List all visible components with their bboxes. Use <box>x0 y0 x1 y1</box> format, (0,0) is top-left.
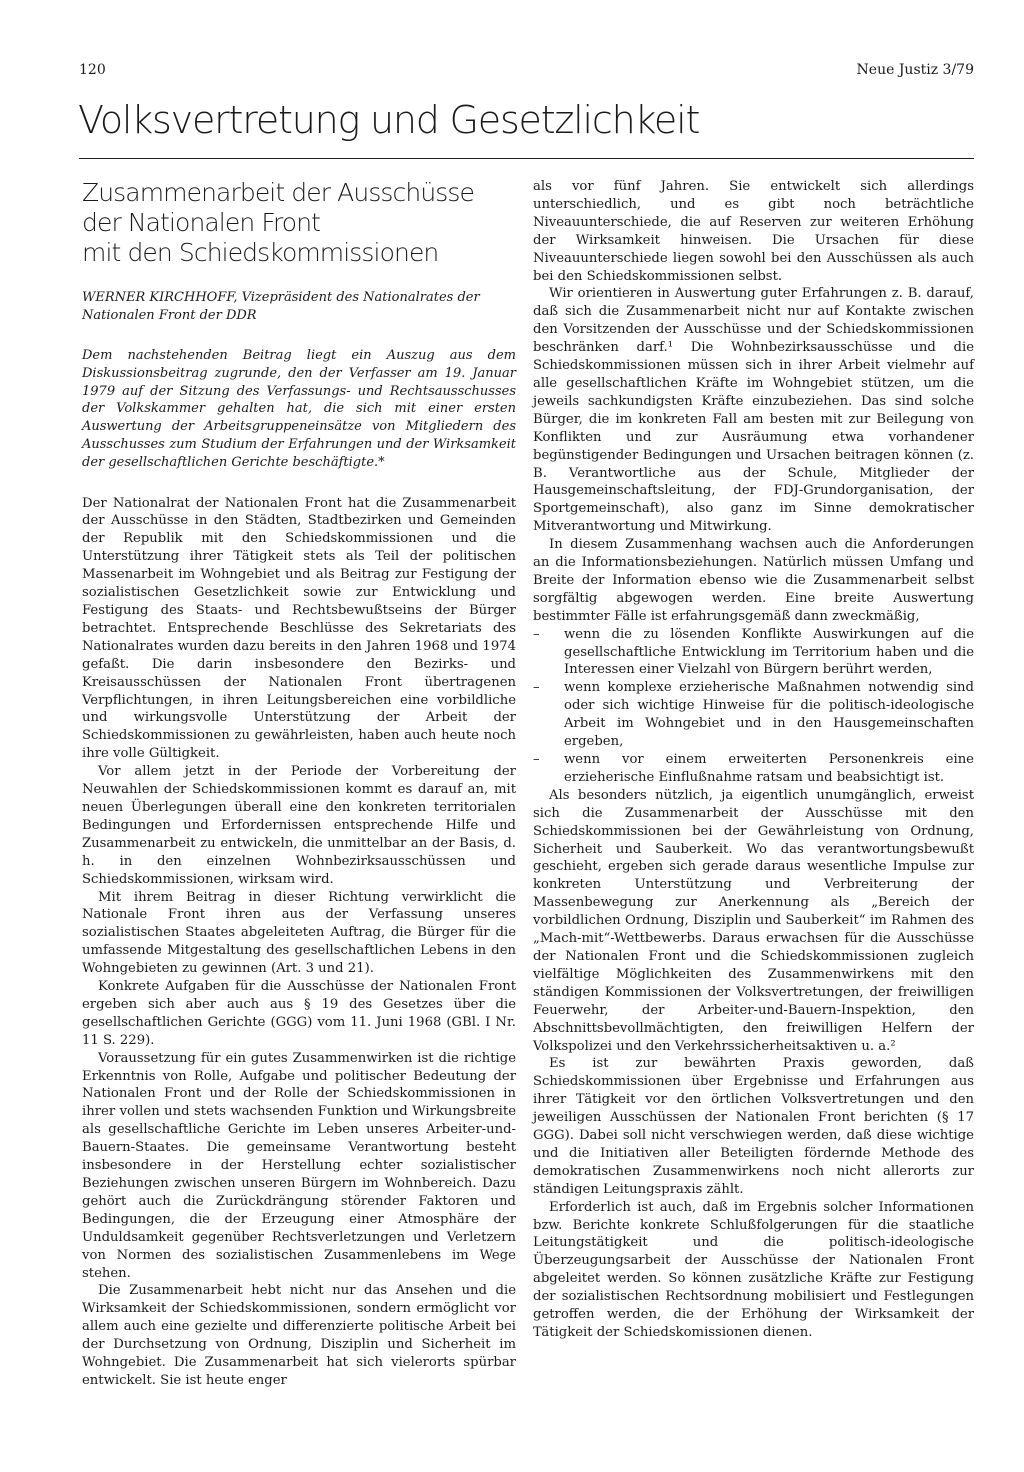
body-paragraph: Wir orientieren in Auswertung guter Erfahrungen z. B. darauf, daß sich die Zusammenarbeit nicht nur auf Kontakte zwischen den Vorsitzenden der Ausschüsse und der Schiedskommissionen beschränken darf.¹ Die Wohnbezirksausschüsse und die Schiedskommissionen müssen sich in ihrer Arbeit vielmehr auf alle gesellschaftlichen Kräfte im Wohngebiet stützen, um die jeweils sachkundigsten Kräfte einzubeziehen. Das sind solche Bürger, die im konkreten Fall am besten mit zur Beilegung von Konflikten und zur Ausräumung etwa vorhandener begünstigender Bedingungen und Ursachen beitragen können (z. B. Verantwortliche aus der Schule, Mitglieder der Hausgemeinschaftsleitung, der FDJ-Grundorganisation, der Sportgemeinschaft), also ganz im Sinne demokratischer Mitverantwortung und Mitwirkung. <box>533 286 974 535</box>
body-paragraph: Konkrete Aufgaben für die Ausschüsse der Nationalen Front ergeben sich aber auch aus § 19 des Gesetzes über die gesellschaftlichen Gerichte (GGG) vom 11. Juni 1968 (GBl. I Nr. 11 S. 229). <box>82 979 516 1048</box>
article-title <box>82 178 516 268</box>
body-paragraph: In diesem Zusammenhang wachsen auch die Anforderungen an die Informationsbeziehungen. Natürlich müssen Umfang und Breite der Information ebenso wie die Zusammenarbeit selbst sorgfältig abgewogen werden. Eine breite Auswertung bestimmter Fälle ist erfahrungsgemäß dann zweckmäßig, <box>533 537 974 624</box>
body-paragraph: Die Zusammenarbeit hebt nicht nur das Ansehen und die Wirksamkeit der Schiedskommissionen, sondern ermöglicht vor allem auch eine gezielte und differenzierte politische Arbeit bei der Durchsetzung von Ordnung, Disziplin und Sicherheit im Wohngebiet. Die Zusammenarbeit hat sich vielerorts spürbar entwickelt. Sie ist heute enger <box>82 1283 516 1388</box>
author-line: WERNER KIRCHHOFF, Vizepräsident des Nationalrates der Nationalen Front der DDR <box>82 290 480 323</box>
section-title: Volksvertretung und Gesetzlichkeit <box>78 98 700 142</box>
dash-list <box>533 626 974 787</box>
body-paragraph: als vor fünf Jahren. Sie entwickelt sich allerdings unterschiedlich, und es gibt noch beträchtliche Niveauunterschiede, die auf Reserven zur weiteren Erhöhung der Wirksamkeit hinweisen. Die Ursachen für diese Niveauunterschiede liegen sowohl bei den Ausschüssen als auch bei den Schiedskommissionen selbst. <box>533 179 974 284</box>
article-title-line: Zusammenarbeit der Ausschüsse <box>82 178 475 207</box>
intro-text: Dem nachstehenden Beitrag liegt ein Auszug aus dem Diskussionsbeitrag zugrunde, den der Verfasser am 19. Januar 1979 auf der Sitzung des Verfassungs- und Rechtsausschusses der Volkskammer gehalten hat, die sich mit einer ersten Auswertung der Arbeitsgruppeneinsätze von Mitgliedern des Ausschusses zum Studium der Erfahrungen und der Wirksamkeit der gesellschaftlichen Gerichte beschäftigte.* <box>82 348 516 470</box>
body-paragraph: Erforderlich ist auch, daß im Ergebnis solcher Informationen bzw. Berichte konkrete Schlußfolgerungen für die staatliche Leitungstätigkeit und die politisch-ideologische Überzeugungsarbeit der Ausschüsse der Nationalen Front abgeleitet werden. So können zusätzliche Kräfte zur Festigung der sozialistischen Rechtsordnung mobilisiert und Festlegungen getroffen werden, die der Erhöhung der Wirksamkeit der Tätigkeit der Schiedskomissionen dienen. <box>533 1199 974 1340</box>
body-paragraph: Es ist zur bewährten Praxis geworden, daß Schiedskommissionen über Ergebnisse und Erfahrungen aus ihrer Tätigkeit vor den örtlichen Volksvertretungen und den jeweiligen Ausschüssen der Nationalen Front berichten (§ 17 GGG). Dabei soll nicht verschwiegen werden, daß diese wichtige und die Initiativen aller Beteiligten fördernde Methode des demokratischen Zusammenwirkens noch nicht allerorts zur ständigen Leitungspraxis zählt. <box>533 1056 974 1197</box>
body-paragraph: Der Nationalrat der Nationalen Front hat die Zusammenarbeit der Ausschüsse in den Städten, Stadtbezirken und Gemeinden der Republik mit den Schiedskommissionen und die Unterstützung ihrer Tätigkeit stets als Teil der politischen Massenarbeit im Wohngebiet und als Beitrag zur Festigung der sozialistischen Gesetzlichkeit sowie zur Entwicklung und Festigung des Staats- und Rechtsbewußtseins der Bürger betrachtet. Entsprechende Beschlüsse des Sekretariats des Nationalrates wurden dazu bereits in den Jahren 1968 und 1974 gefaßt. Die darin insbesondere den Bezirks- und Kreisausschüssen der Nationalen Front übertragenen Verpflichtungen, in ihren Leitungsbereichen eine vorbildliche und wirkungsvolle Unterstützung der Arbeit der Schiedskommissionen zu gewährleisten, haben auch heute noch ihre volle Gültigkeit. <box>82 495 516 762</box>
list-item: – wenn vor einem erweiterten Personenkreis eine erzieherische Einflußnahme ratsam und beabsichtigt ist. <box>533 751 974 787</box>
body-paragraph: Als besonders nützlich, ja eigentlich unumgänglich, erweist sich die Zusammenarbeit der Ausschüsse mit den Schiedskommissionen bei der Gewährleistung von Ordnung, Sicherheit und Sauberkeit. Wo das verantwortungsbewußt geschieht, ergeben sich gerade daraus wesentliche Impulse zur konkreten Unterstützung und Verbreiterung der Massenbewegung zur Anerkennung als „Bereich der vorbildlichen Ordnung, Disziplin und Sauberkeit“ im Rahmen des „Mach-mit“-Wettbewerbs. Daraus erwachsen für die Ausschüsse der Nationalen Front und die Schiedskommissionen zugleich vielfältige Möglichkeiten des Zusammenwirkens mit den ständigen Kommissionen der Volksvertretungen, der freiwilligen Feuerwehr, der Arbeiter-und-Bauern-Inspektion, den Abschnittsbevollmächtigten, den freiwilligen Helfern der Volkspolizei und den Verkehrssicherheitsaktiven u. a.² <box>533 787 974 1054</box>
header-rule <box>79 158 974 159</box>
left-column <box>82 178 516 1390</box>
body-paragraph: Voraussetzung für ein gutes Zusammenwirken ist die richtige Erkenntnis von Rolle, Aufgabe und politischer Bedeutung der Nationalen Front und der Rolle der Schiedskommissionen in ihrer vollen und stets wachsenden Funktion und Wirkungsbreite als gesellschaftliche Gerichte im Leben unseres Arbeiter-und-Bauern-Staates. Die gemeinsame Verantwortung besteht insbesondere in der Herstellung echter sozialistischer Beziehungen zwischen unseren Bürgern im Wohnbereich. Dazu gehört auch die Zurückdrängung störender Faktoren und Bedingungen, die der Erzeugung einer Atmosphäre der Unduldsamkeit gegenüber Rechtsverletzungen und Verletzern von Normen des sozialistischen Zusammenlebens im Wege stehen. <box>82 1050 516 1281</box>
list-item: – wenn die zu lösenden Konflikte Auswirkungen auf die gesellschaftliche Entwicklung im Territorium haben und die Interessen einer Vielzahl von Bürgern berührt werden, <box>533 626 974 680</box>
body-paragraph: Vor allem jetzt in der Periode der Vorbereitung der Neuwahlen der Schiedskommissionen kommt es darauf an, mit neuen Überlegungen überall eine den konkreten territorialen Bedingungen und Erfordernissen entsprechende Hilfe und Zusammenarbeit zu entwickeln, die unmittelbar an der Basis, d. h. in den einzelnen Wohnbezirksausschüssen und Schiedskommissionen, wirksam wird. <box>82 764 516 887</box>
list-item: – wenn komplexe erzieherische Maßnahmen notwendig sind oder sich wichtige Hinweise für die politisch-ideologische Arbeit im Wohngebiet und in den Hausgemeinschaften ergeben, <box>533 679 974 751</box>
page-number: 120 <box>79 62 106 78</box>
right-column <box>533 178 974 1342</box>
page-header <box>79 62 974 86</box>
article-title-line: mit den Schiedskommissionen <box>82 238 439 267</box>
article-title-line: der Nationalen Front <box>82 208 321 237</box>
journal-issue: Neue Justiz 3/79 <box>856 62 974 78</box>
body-paragraph: Mit ihrem Beitrag in dieser Richtung verwirklicht die Nationale Front ihren aus der Verfassung unseres sozialistischen Staates abgeleiteten Auftrag, die Bürger für die umfassende Mitgestaltung des gesellschaftlichen Lebens in den Wohngebieten zu gewinnen (Art. 3 und 21). <box>82 889 516 977</box>
